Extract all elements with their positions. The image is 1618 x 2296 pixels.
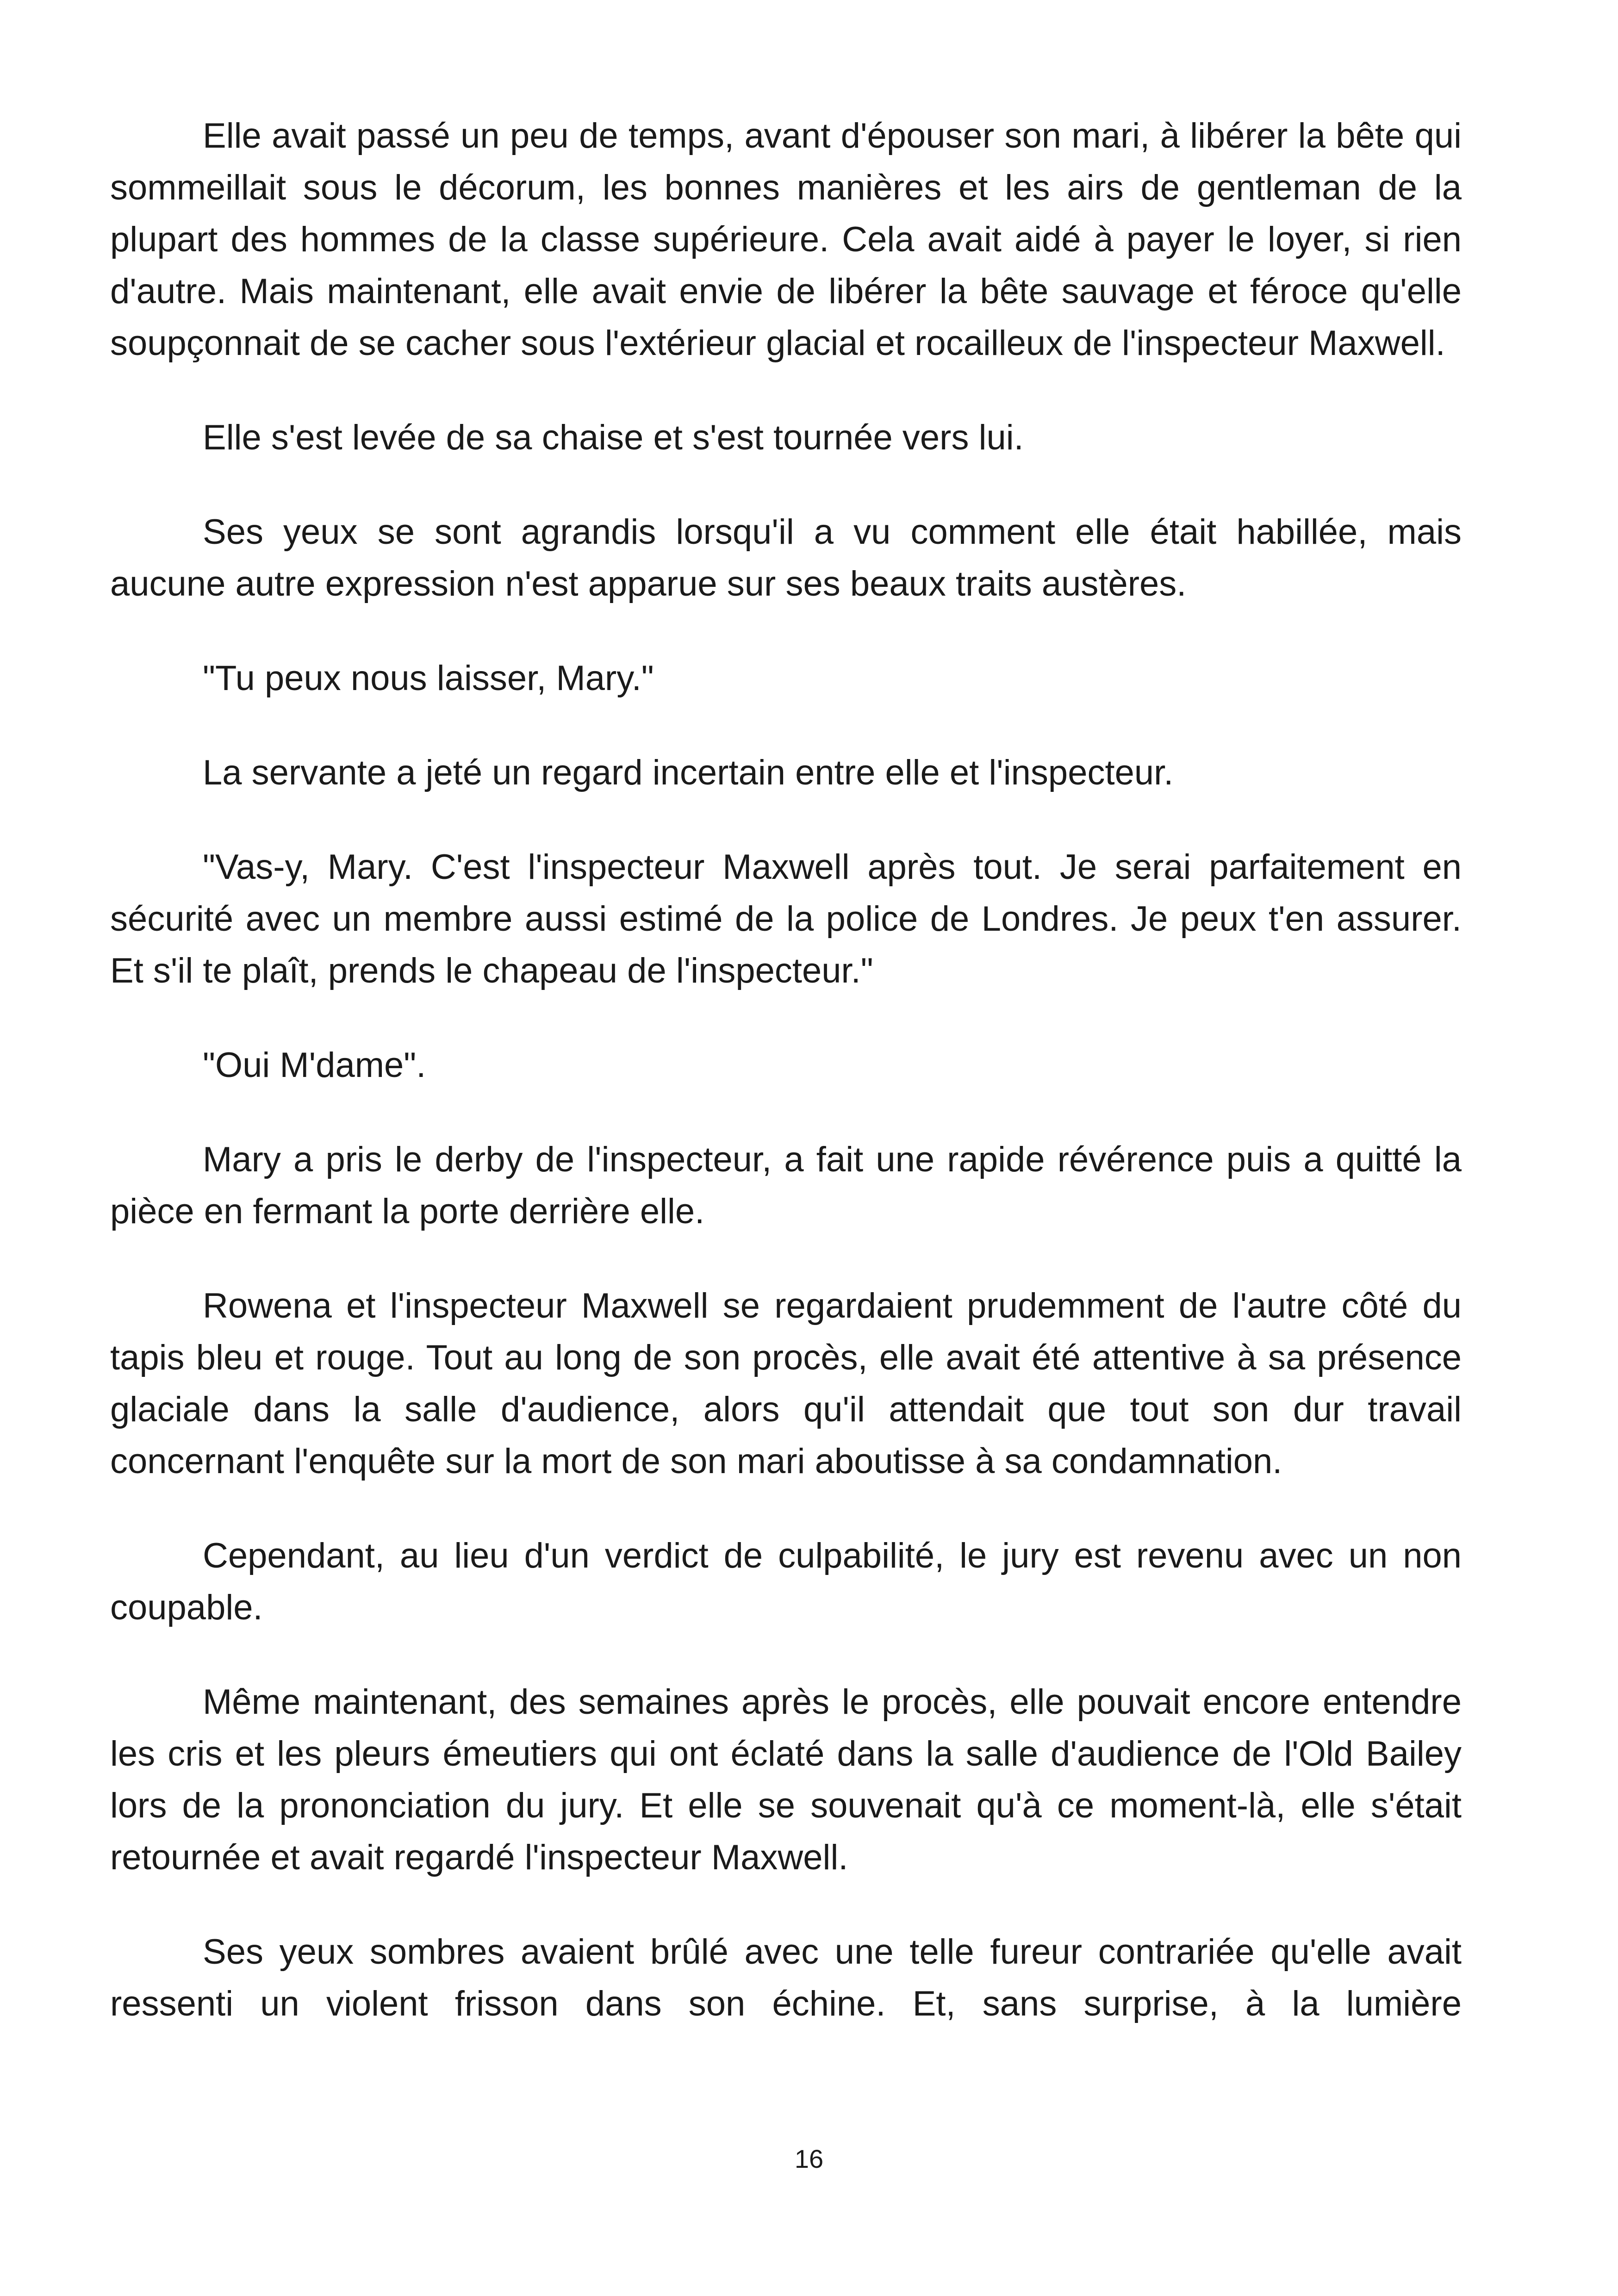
paragraph: "Oui M'dame". (203, 1045, 426, 1085)
paragraph: Rowena et l'inspecteur Maxwell se regardaient prudemment de l'autre côté du tapis bleu et rouge. Tout au long de son procès, elle avait été attentive à sa présence glaciale dans la salle d'audience, alors qu'il attendait que tout son dur travail concernant l'enquête sur la mort de son mari aboutisse à sa condamnation. (110, 1286, 1462, 1481)
body-text (110, 110, 1462, 2030)
paragraph: Même maintenant, des semaines après le procès, elle pouvait encore entendre les cris et les pleurs émeutiers qui ont éclaté dans la salle d'audience de l'Old Bailey lors de la prononciation du jury. Et elle se souvenait qu'à ce moment-là, elle s'était retournée et avait regardé l'inspecteur Maxwell. (110, 1682, 1462, 1877)
paragraph: "Vas-y, Mary. C'est l'inspecteur Maxwell après tout. Je serai parfaitement en sécurité avec un membre aussi estimé de la police de Londres. Je peux t'en assurer. Et s'il te plaît, prends le chapeau de l'inspecteur." (110, 847, 1462, 990)
paragraph: Ses yeux sombres avaient brûlé avec une telle fureur contrariée qu'elle avait ressenti un violent frisson dans son échine. Et, sans surprise, à la lumière (110, 1932, 1462, 2023)
paragraph: "Tu peux nous laisser, Mary." (203, 659, 654, 698)
paragraph: Elle avait passé un peu de temps, avant d'épouser son mari, à libérer la bête qui sommeillait sous le décorum, les bonnes manières et les airs de gentleman de la plupart des hommes de la classe supérieure. Cela avait aidé à payer le loyer, si rien d'autre. Mais maintenant, elle avait envie de libérer la bête sauvage et féroce qu'elle soupçonnait de se cacher sous l'extérieur glacial et rocailleux de l'inspecteur Maxwell. (110, 116, 1462, 363)
paragraph: Cependant, au lieu d'un verdict de culpabilité, le jury est revenu avec un non coupable. (110, 1536, 1462, 1627)
paragraph: La servante a jeté un regard incertain entre elle et l'inspecteur. (203, 753, 1174, 792)
paragraph: Elle s'est levée de sa chaise et s'est tournée vers lui. (203, 418, 1024, 457)
page-number: 16 (794, 2144, 824, 2173)
paragraph: Ses yeux se sont agrandis lorsqu'il a vu comment elle était habillée, mais aucune autre expression n'est apparue sur ses beaux traits austères. (110, 512, 1462, 604)
paragraph: Mary a pris le derby de l'inspecteur, a fait une rapide révérence puis a quitté la pièce en fermant la porte derrière elle. (110, 1140, 1462, 1231)
